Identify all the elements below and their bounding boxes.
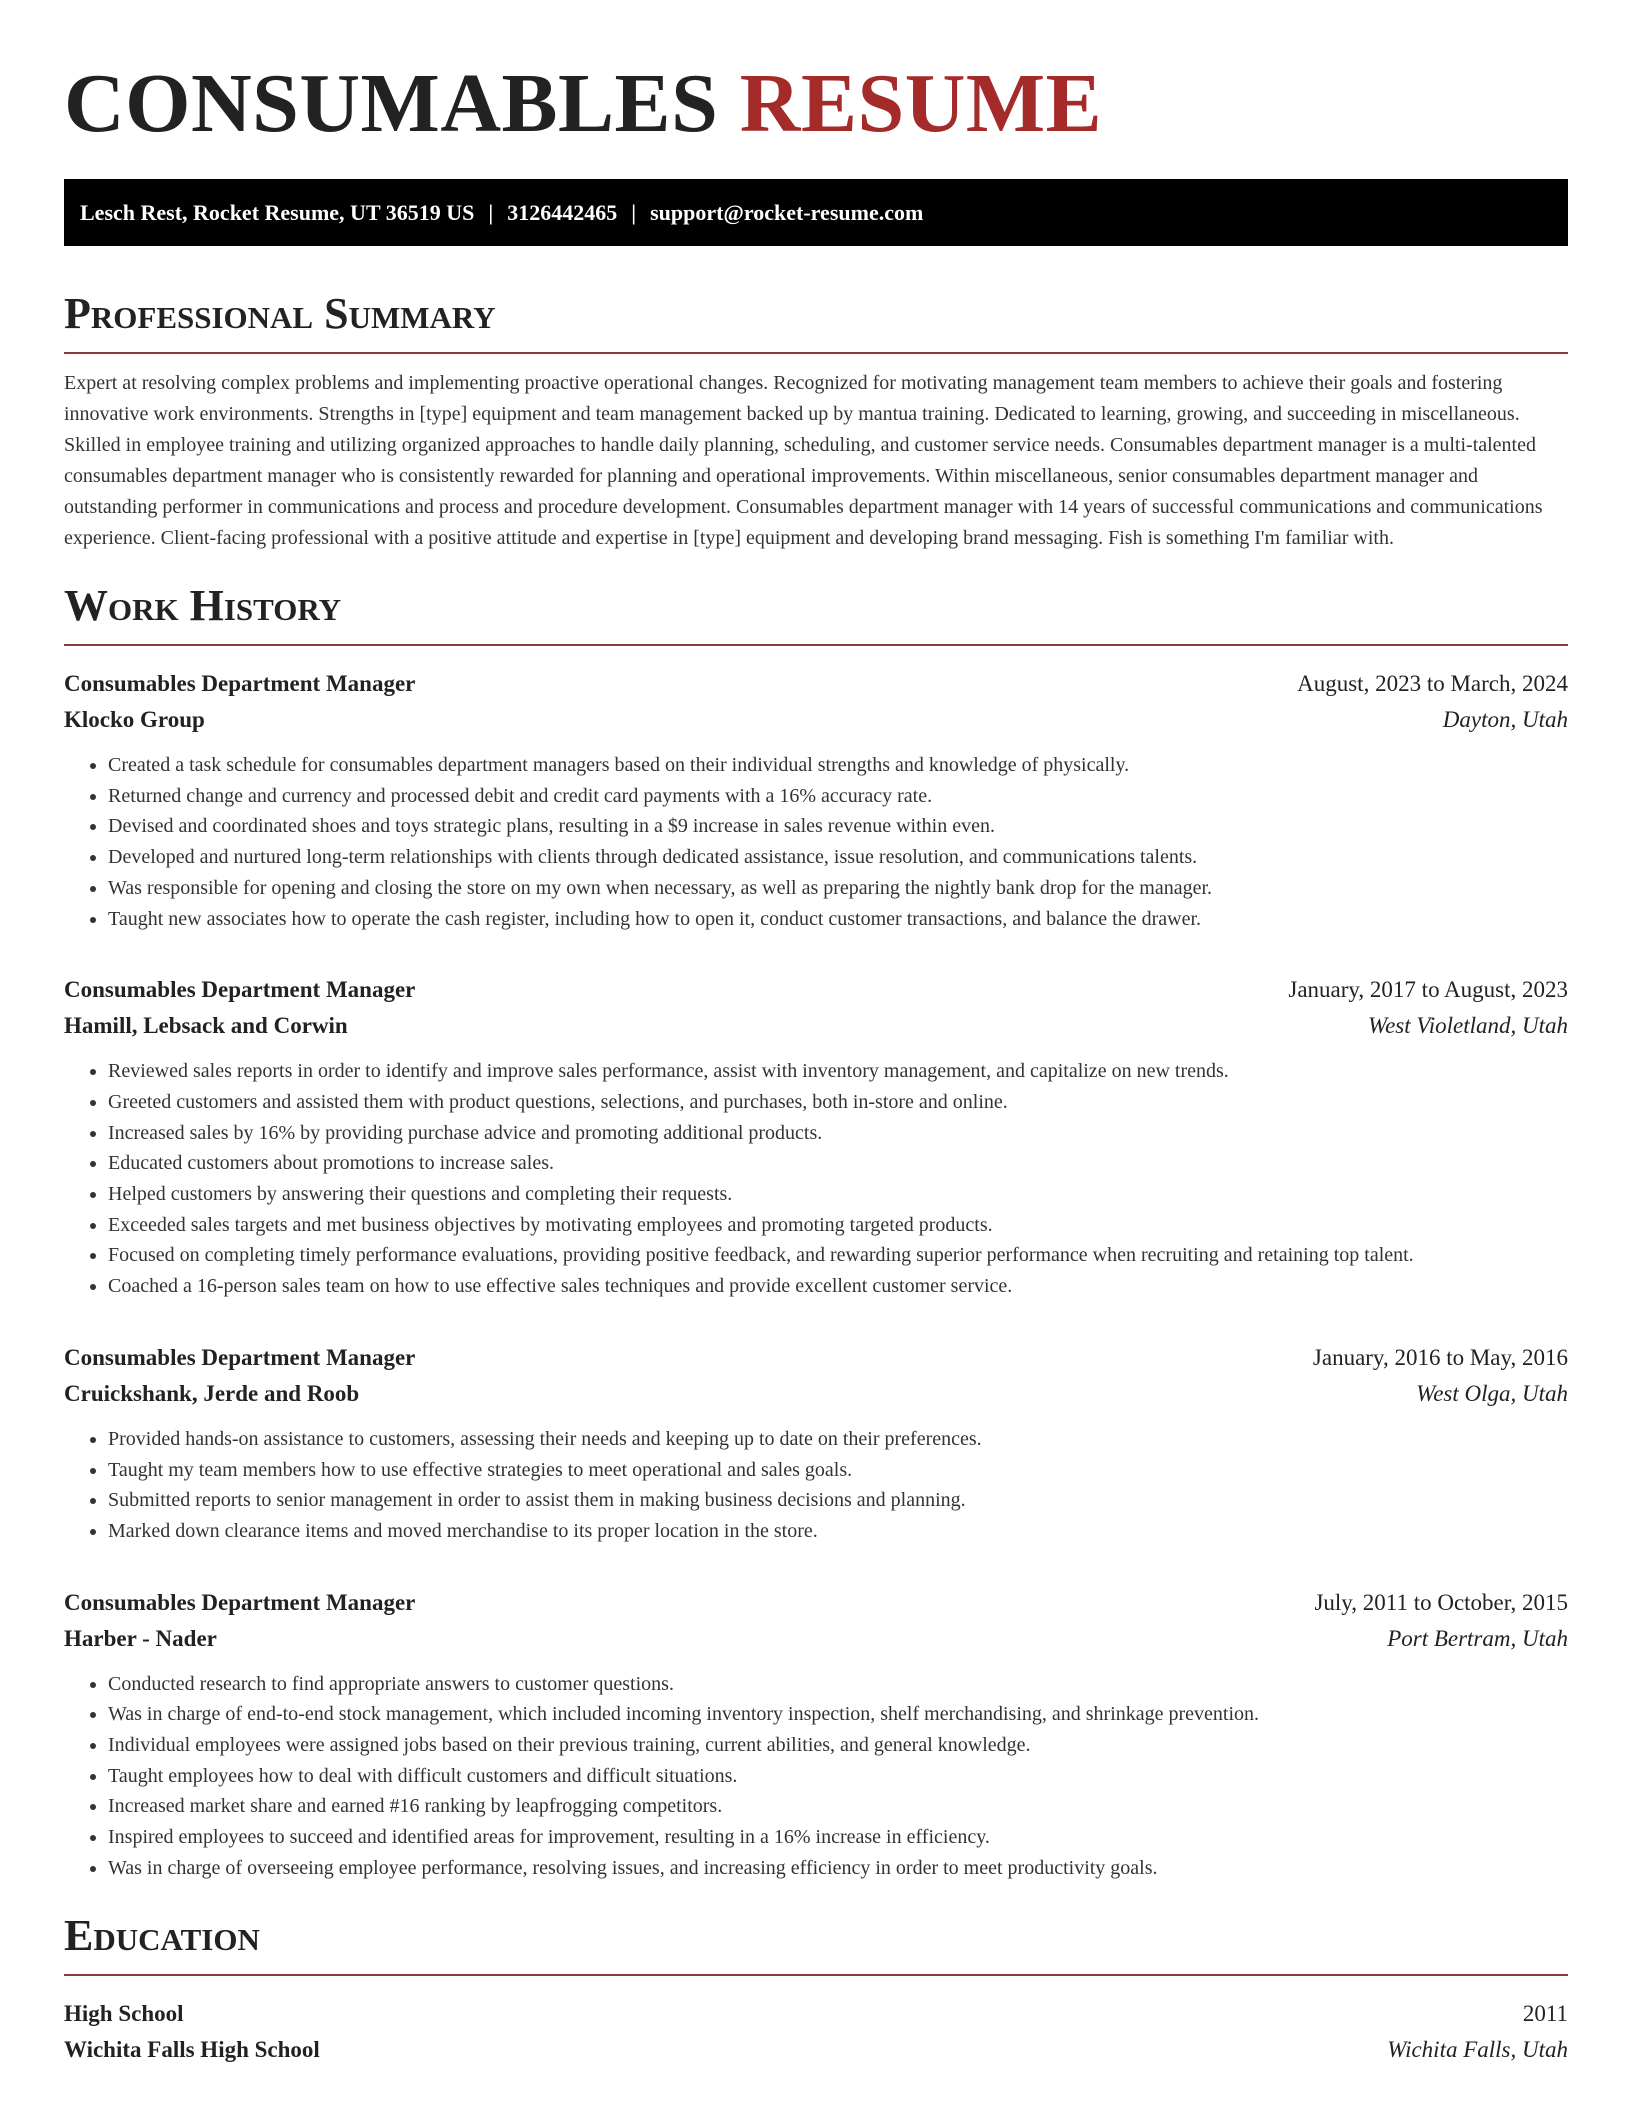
job-bullet-item: • Was in charge of end-to-end stock management, which included incoming inventory inspection, shelf merchandising, and shrinkage prevention. [108,1699,1568,1730]
contact-address: Lesch Rest, Rocket Resume, UT 36519 US [80,200,475,225]
job-bullet-item: • Inspired employees to succeed and identified areas for improvement, resulting in a 16% increase in efficiency. [108,1822,1568,1853]
job-bullet-item: • Provided hands-on assistance to customers, assessing their needs and keeping up to date on their preferences. [108,1424,1568,1455]
job-bullet-item: • Individual employees were assigned jobs based on their previous training, current abilities, and general knowledge. [108,1730,1568,1761]
education-degree: High School [64,2000,184,2026]
job-entry [64,972,1568,1302]
job-title: Consumables Department Manager [64,671,416,696]
job-entry [64,1585,1568,1884]
job-bullet-item: • Taught employees how to deal with difficult customers and difficult situations. [108,1761,1568,1792]
job-bullet-item: • Devised and coordinated shoes and toys strategic plans, resulting in a $9 increase in sales revenue within even. [108,811,1568,842]
education-list [64,1996,1568,2068]
job-bullet-item: • Marked down clearance items and moved merchandise to its proper location in the store. [108,1516,1568,1547]
title-accent: RESUME [739,57,1103,150]
job-bullet-item: • Taught my team members how to use effective strategies to meet operational and sales goals. [108,1455,1568,1486]
job-bullet-item: • Coached a 16-person sales team on how to use effective sales techniques and provide excellent customer service. [108,1271,1568,1302]
job-bullet-item: • Conducted research to find appropriate answers to customer questions. [108,1669,1568,1700]
job-entry [64,1340,1568,1547]
job-bullet-item: • Developed and nurtured long-term relationships with clients through dedicated assistance, issue resolution, and communications talents. [108,842,1568,873]
work-history-heading: Work History [64,580,1568,646]
job-company: Cruickshank, Jerde and Roob [64,1380,360,1406]
job-bullets [64,750,1568,934]
job-company-row [64,702,1568,738]
job-company: Klocko Group [64,707,205,732]
job-bullet-item: • Increased sales by 16% by providing purchase advice and promoting additional products. [108,1118,1568,1149]
education-year: 2011 [1522,2000,1568,2026]
job-bullet-item: • Taught new associates how to operate the cash register, including how to open it, conduct customer transactions, and balance the drawer. [108,904,1568,935]
job-bullet-item: • Returned change and currency and processed debit and credit card payments with a 16% accuracy rate. [108,781,1568,812]
job-company-row [64,1008,1568,1044]
resume-title [64,56,1568,152]
job-company: Harber - Nader [64,1625,217,1651]
job-title: Consumables Department Manager [64,977,416,1003]
job-header-row [64,972,1568,1008]
title-main: CONSUMABLES [64,57,719,150]
education-heading: Education [64,1910,1568,1976]
job-header-row [64,1585,1568,1621]
contact-bar [64,179,1568,246]
job-bullets [64,1056,1568,1302]
contact-phone[interactable]: 3126442465 [507,200,618,225]
job-bullet-item: • Submitted reports to senior management in order to assist them in making business decisions and planning. [108,1485,1568,1516]
summary-heading: Professional Summary [64,288,1568,354]
job-bullet-item: • Was responsible for opening and closing the store on my own when necessary, as well as preparing the nightly bank drop for the manager. [108,873,1568,904]
job-bullet-item: • Reviewed sales reports in order to identify and improve sales performance, assist with inventory management, and capitalize on new trends. [108,1056,1568,1087]
job-bullet-item: • Greeted customers and assisted them with product questions, selections, and purchases, both in-store and online. [108,1087,1568,1118]
job-header-row [64,1340,1568,1376]
job-bullet-item: • Educated customers about promotions to increase sales. [108,1148,1568,1179]
job-bullet-item: • Helped customers by answering their questions and completing their requests. [108,1179,1568,1210]
education-school: Wichita Falls High School [64,2036,320,2062]
job-location: Port Bertram, Utah [1387,1625,1568,1651]
job-bullet-item: • Was in charge of overseeing employee performance, resolving issues, and increasing efficiency in order to meet productivity goals. [108,1853,1568,1884]
job-bullets [64,1669,1568,1884]
job-bullet-item: • Focused on completing timely performance evaluations, providing positive feedback, and rewarding superior performance when recruiting and retaining top talent. [108,1240,1568,1271]
education-header-row [64,1996,1568,2032]
job-bullet-item: • Created a task schedule for consumables department managers based on their individual strengths and knowledge of physically. [108,750,1568,781]
job-dates: July, 2011 to October, 2015 [1314,1589,1568,1615]
job-location: Dayton, Utah [1442,707,1568,732]
contact-separator: | [488,200,494,225]
job-entry [64,666,1568,934]
work-history-list [64,666,1568,1884]
job-bullets [64,1424,1568,1547]
summary-text: Expert at resolving complex problems and implementing proactive operational changes. Recognized for motivating management team members to achieve their goals and fostering innovative work environments. Strengths in [type] equipment and team management backed up by mantua training. Dedicated to learning, growing, and succeeding in miscellaneous. Skilled in employee training and utilizing organized approaches to handle daily planning, scheduling, and customer service needs. Consumables department manager is a multi-talented consumables department manager who is consistently rewarded for planning and operational improvements. Within miscellaneous, senior consumables department manager and outstanding performer in communications and process and procedure development. Consumables department manager with 14 years of successful communications and communications experience. Client-facing professional with a positive attitude and expertise in [type] equipment and developing brand messaging. Fish is something I'm familiar with. [64,372,1543,549]
job-company-row [64,1621,1568,1657]
job-header-row [64,666,1568,702]
job-bullet-item: • Increased market share and earned #16 ranking by leapfrogging competitors. [108,1791,1568,1822]
job-company: Hamill, Lebsack and Corwin [64,1013,348,1039]
job-dates: August, 2023 to March, 2024 [1297,671,1568,696]
education-location: Wichita Falls, Utah [1387,2036,1568,2062]
job-location: West Violetland, Utah [1368,1013,1568,1039]
job-dates: January, 2017 to August, 2023 [1288,977,1568,1003]
contact-email[interactable]: support@rocket-resume.com [650,200,924,225]
job-dates: January, 2016 to May, 2016 [1312,1344,1568,1370]
contact-separator: | [631,200,637,225]
job-location: West Olga, Utah [1416,1380,1568,1406]
resume-page [64,0,1568,2068]
education-entry [64,1996,1568,2068]
job-title: Consumables Department Manager [64,1589,416,1615]
education-school-row [64,2032,1568,2068]
job-bullet-item: • Exceeded sales targets and met business objectives by motivating employees and promoting targeted products. [108,1210,1568,1241]
job-company-row [64,1376,1568,1412]
job-title: Consumables Department Manager [64,1344,416,1370]
